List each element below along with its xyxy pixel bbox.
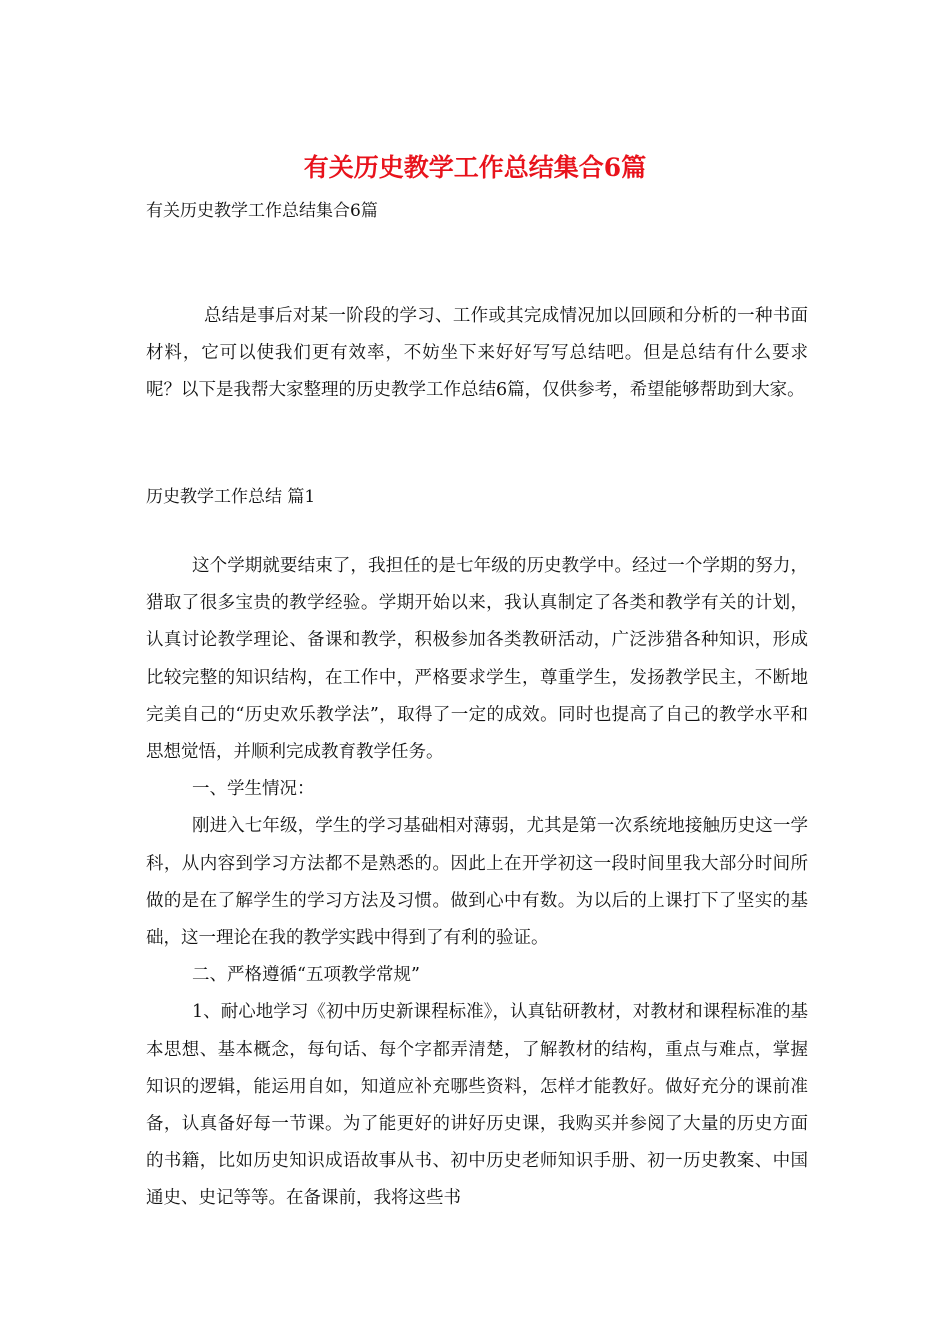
- document-subtitle: 有关历史教学工作总结集合6篇: [146, 201, 378, 221]
- subheading-teaching-routines: 二、严格遵循“五项教学常规”: [192, 965, 420, 986]
- document-title: 有关历史教学工作总结集合6篇: [303, 153, 647, 182]
- body-paragraph: 这个学期就要结束了，我担任的是七年级的历史教学中。经过一个学期的努力，猎取了很多宝贵的教学经验。学期开始以来，我认真制定了各类和教学有关的计划，认真讨论教学理论、备课和教学，积极参加各类教研活动，广泛涉猎各种知识，形成比较完整的知识结构，在工作中，严格要求学生，尊重学生，发扬教学民主，不断地完美自己的“历史欢乐教学法”，取得了一定的成效。同时也提高了自己的教学水平和思想觉悟，并顺利完成教育教学任务。: [146, 556, 808, 763]
- intro-paragraph: 总结是事后对某一阶段的学习、工作或其完成情况加以回顾和分析的一种书面材料，它可以使我们更有效率，不妨坐下来好好写写总结吧。但是总结有什么要求呢？以下是我帮大家整理的历史教学工作总结6篇，仅供参考，希望能够帮助到大家。: [146, 306, 808, 400]
- subheading-student-situation: 一、学生情况：: [192, 779, 315, 800]
- body-paragraph: 刚进入七年级，学生的学习基础相对薄弱，尤其是第一次系统地接触历史这一学科，从内容到学习方法都不是熟悉的。因此上在开学初这一段时间里我大部分时间所做的是在了解学生的学习方法及习惯。做到心中有数。为以后的上课打下了坚实的基础，这一理论在我的教学实践中得到了有利的验证。: [146, 816, 808, 949]
- body-paragraph: 1、耐心地学习《初中历史新课程标准》，认真钻研教材，对教材和课程标准的基本思想、基本概念，每句话、每个字都弄清楚，了解教材的结构，重点与难点，掌握知识的逻辑，能运用自如，知道应补充哪些资料，怎样才能教好。做好充分的课前准备，认真备好每一节课。为了能更好的讲好历史课，我购买并参阅了大量的历史方面的书籍，比如历史知识成语故事从书、初中历史老师知识手册、初一历史教案、中国通史、史记等等。在备课前，我将这些书: [146, 1002, 808, 1209]
- section-heading: 历史教学工作总结 篇1: [146, 487, 316, 507]
- section-body: [146, 548, 808, 1218]
